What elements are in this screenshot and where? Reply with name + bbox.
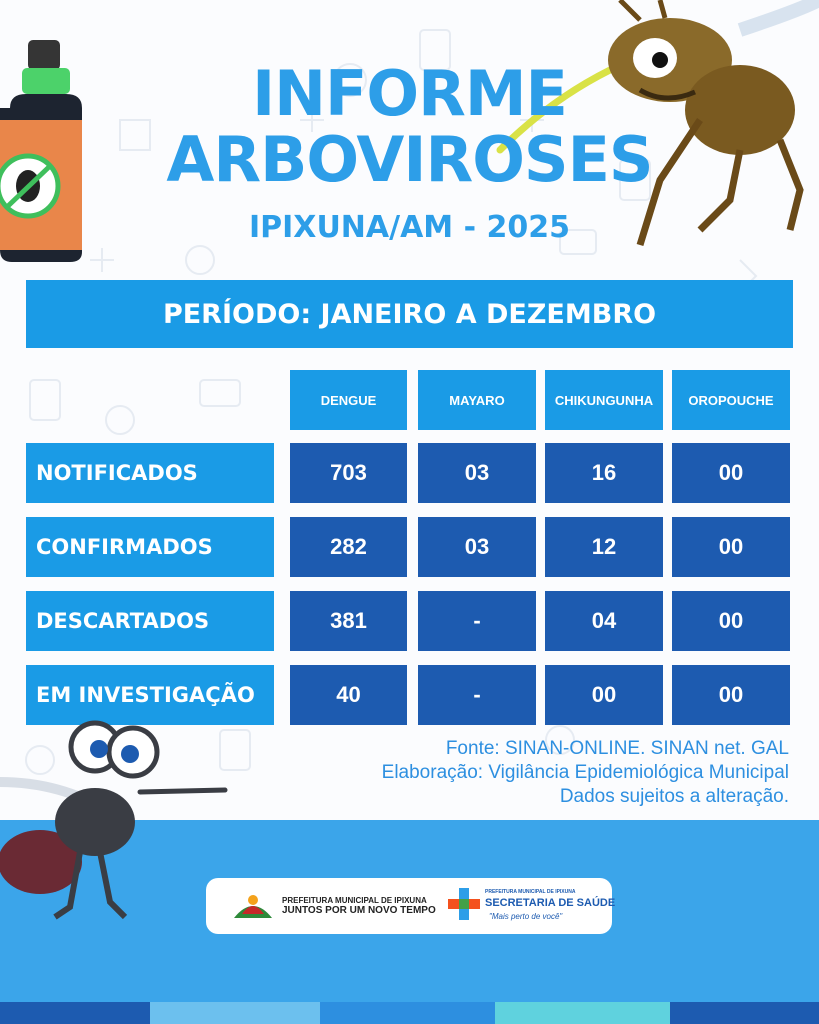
column-header-dengue: DENGUE xyxy=(290,370,407,430)
secretaria-saude-logo-icon xyxy=(446,886,482,922)
footer-stripe xyxy=(150,1002,320,1024)
period-banner: PERÍODO: JANEIRO A DEZEMBRO xyxy=(26,280,793,348)
secretaria-top: PREFEITURA MUNICIPAL DE IPIXUNA xyxy=(485,889,576,895)
source-notes xyxy=(382,737,789,809)
row-label-em-investigacao: EM INVESTIGAÇÃO xyxy=(26,665,274,725)
table-cell: 12 xyxy=(545,517,663,577)
table-cell: 00 xyxy=(545,665,663,725)
elaboration-line: Elaboração: Vigilância Epidemiológica Municipal xyxy=(381,762,789,783)
table-cell: 40 xyxy=(290,665,407,725)
table-cell: 03 xyxy=(418,443,536,503)
column-header-chikungunha: CHIKUNGUNHA xyxy=(545,370,663,430)
subtitle: IPIXUNA/AM - 2025 xyxy=(249,210,570,245)
footer-stripe xyxy=(320,1002,495,1024)
column-header-oropouche: OROPOUCHE xyxy=(672,370,790,430)
table-cell: 381 xyxy=(290,591,407,651)
row-label-notificados: NOTIFICADOS xyxy=(26,443,274,503)
row-label-descartados: DESCARTADOS xyxy=(26,591,274,651)
footer-stripe xyxy=(495,1002,670,1024)
footer-stripe xyxy=(0,1002,150,1024)
prefeitura-logo-icon xyxy=(230,890,276,922)
table-cell: 00 xyxy=(672,517,790,577)
disclaimer-line: Dados sujeitos a alteração. xyxy=(559,786,789,807)
table-cell: 282 xyxy=(290,517,407,577)
table-cell: 03 xyxy=(418,517,536,577)
table-cell: 04 xyxy=(545,591,663,651)
table-cell: 703 xyxy=(290,443,407,503)
prefeitura-slogan: JUNTOS POR UM NOVO TEMPO xyxy=(282,905,436,916)
secretaria-name: SECRETARIA DE SAÚDE xyxy=(485,897,616,909)
table-cell: 16 xyxy=(545,443,663,503)
title-line2: ARBOVIROSES xyxy=(166,123,653,196)
secretaria-slogan: "Mais perto de você" xyxy=(489,912,563,921)
table-cell: 00 xyxy=(672,443,790,503)
table-cell: 00 xyxy=(672,665,790,725)
table-cell: - xyxy=(418,665,536,725)
cartoon-fly-icon xyxy=(0,712,230,922)
column-header-mayaro: MAYARO xyxy=(418,370,536,430)
row-label-confirmados: CONFIRMADOS xyxy=(26,517,274,577)
prefeitura-name: PREFEITURA MUNICIPAL DE IPIXUNA xyxy=(282,896,427,905)
footer-stripe xyxy=(670,1002,819,1024)
source-line: Fonte: SINAN-ONLINE. SINAN net. GAL xyxy=(445,738,789,759)
table-cell: 00 xyxy=(672,591,790,651)
title-line1: INFORME xyxy=(252,57,567,130)
table-cell: - xyxy=(418,591,536,651)
